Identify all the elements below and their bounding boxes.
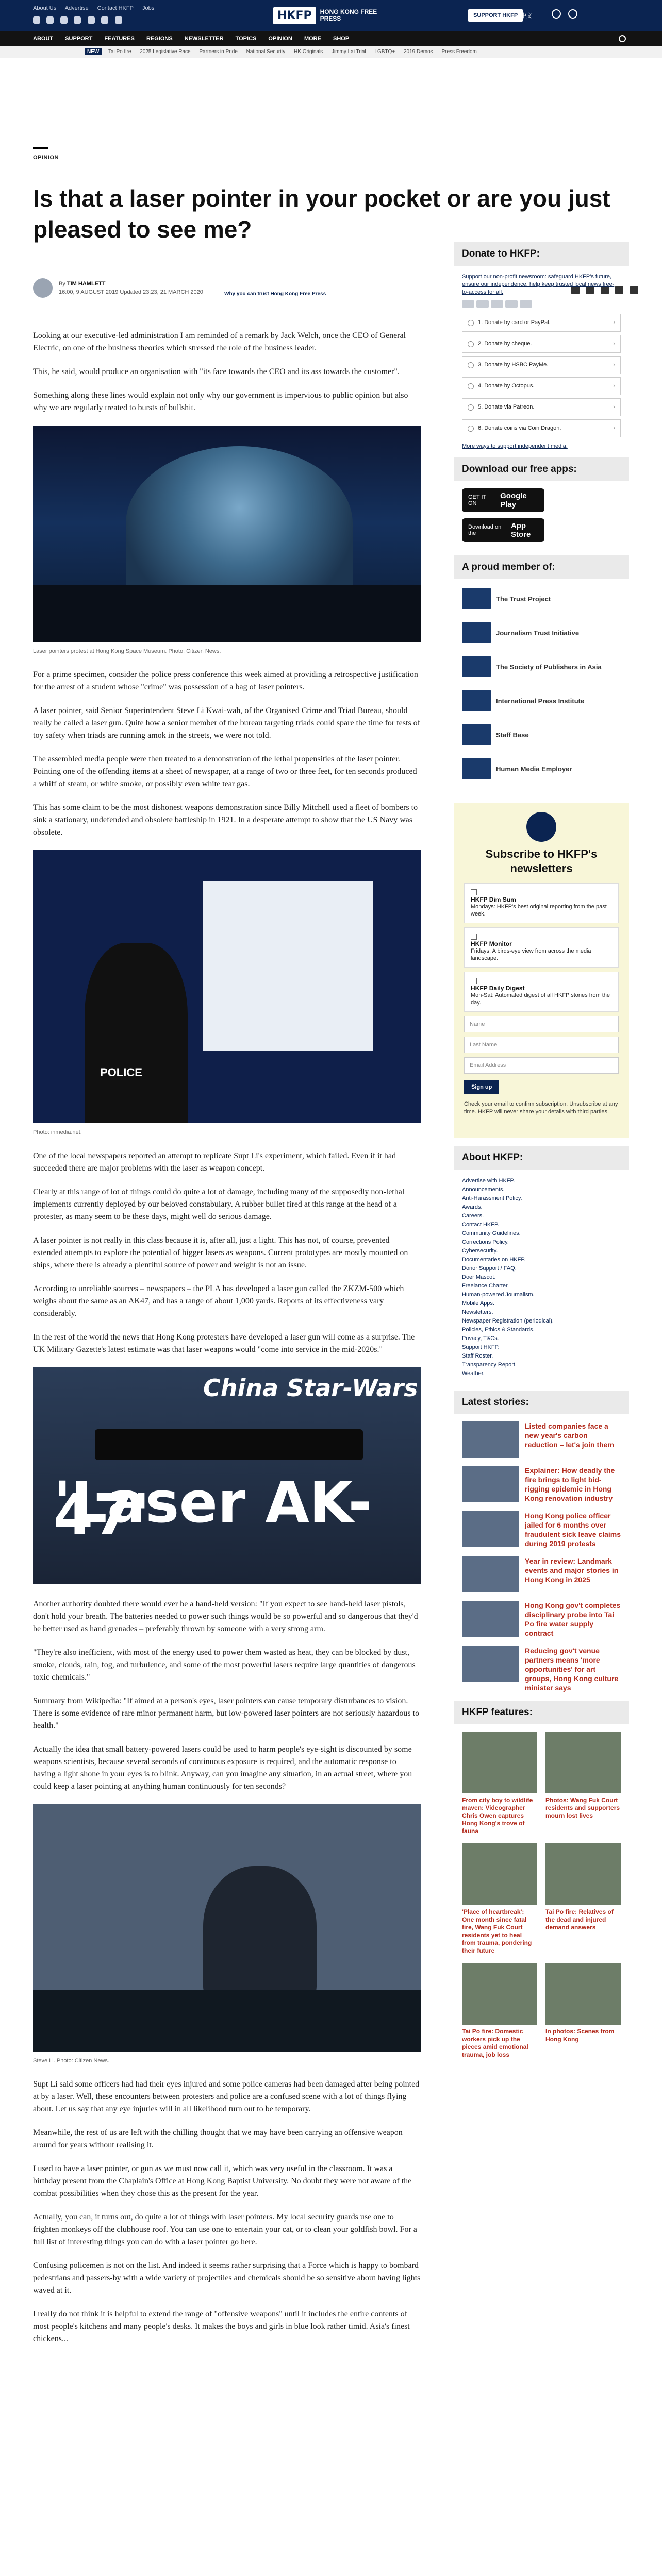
about-list xyxy=(454,1170,629,1385)
paragraph: This, he said, would produce an organisation with "its face towards the CEO and its ass towards the customer". xyxy=(33,367,400,376)
about-link[interactable]: Transparency Report. xyxy=(462,1362,517,1368)
checkbox[interactable] xyxy=(471,934,477,940)
laser-ak47-photo xyxy=(33,1367,421,1584)
feature-card[interactable] xyxy=(462,1843,537,1955)
story-thumbnail[interactable] xyxy=(462,1466,519,1502)
features-heading: HKFP features: xyxy=(454,1701,629,1724)
feature-thumbnail[interactable] xyxy=(545,1843,621,1905)
checkbox[interactable] xyxy=(471,889,477,895)
nav-item[interactable]: SHOP xyxy=(333,36,350,42)
apps-heading: Download our free apps: xyxy=(454,457,629,481)
youtube-icon[interactable] xyxy=(74,16,81,24)
paragraph: According to unreliable sources – newspapers – the PLA has developed a laser gun called the ZKZM-500 which weighs about the same as an AK47, and has a range of about 1,000 yards. Reports of its effectiveness vary considerably. xyxy=(33,1284,404,1318)
member-logo[interactable]: The Trust Project xyxy=(462,586,621,611)
top-link[interactable]: Jobs xyxy=(142,5,155,11)
apps-box xyxy=(454,481,629,555)
donate-box xyxy=(454,266,629,457)
members-heading: A proud member of: xyxy=(454,555,629,579)
print-icon[interactable] xyxy=(630,286,638,294)
paragraph: Confusing policemen is not on the list. And indeed it seems rather surprising that a Force which is happy to bombard pedestrians and passers-by with a wide variety of projectiles and chemicals should be so sensitive about having lights waved at it. xyxy=(33,2261,421,2295)
member-logo[interactable]: Journalism Trust Initiative xyxy=(462,620,621,645)
donate-option[interactable]: 4. Donate by Octopus. › xyxy=(462,377,621,395)
chevron-right-icon: › xyxy=(613,341,615,347)
top-links xyxy=(33,5,161,11)
payment-cards xyxy=(462,300,621,308)
latest-story[interactable] xyxy=(454,1601,629,1638)
nav-item[interactable]: REGIONS xyxy=(146,36,173,42)
trending-link[interactable]: Jimmy Lai Trial xyxy=(331,49,366,55)
photo-text-bottom: 'Laser AK-47' xyxy=(54,1469,372,1548)
steve-li-photo xyxy=(33,1804,421,2052)
radio-icon xyxy=(468,383,474,389)
latest-story[interactable] xyxy=(454,1421,629,1458)
visa-icon xyxy=(462,300,474,308)
support-hkfp-button[interactable]: SUPPORT HKFP xyxy=(468,9,523,22)
radio-icon xyxy=(468,404,474,411)
member-logo[interactable]: The Society of Publishers in Asia xyxy=(462,654,621,679)
trending-link[interactable]: LGBTQ+ xyxy=(374,49,395,55)
paragraph: In the rest of the world the news that Hong Kong protesters have developed a laser gun will come as a surprise. The UK Military Gazette's latest estimate was that laser weapons would "come into service in the mid-2020s." xyxy=(33,1333,415,1354)
facebook-icon[interactable] xyxy=(33,16,40,24)
nav-item[interactable]: MORE xyxy=(304,36,321,42)
paragraph: Something along these lines would explain not only why our government is impervious to public opinion but also why we are regularly treated to bursts of bullshit. xyxy=(33,391,408,412)
feature-thumbnail[interactable] xyxy=(462,1963,537,2025)
chevron-right-icon: › xyxy=(613,425,615,431)
name-input[interactable]: Name xyxy=(464,1016,619,1032)
paragraph: I used to have a laser pointer, or gun as we must now call it, which was very useful in the classroom. It was a birthday present from the Chaplain's Office at Hong Kong Baptist University. No doubt they were not aware of the combat possibilities when they chose this as the present for the year. xyxy=(33,2164,412,2198)
hkfp-badge xyxy=(526,812,556,842)
newsletter-option[interactable]: HKFP Monitor Fridays: A birds-eye view from across the media landscape. xyxy=(464,927,619,968)
paragraph: Looking at our executive-led administration I am reminded of a remark by Jack Welch, once the CEO of General Electric, on one of the business theories which stressed the role of the business leader. xyxy=(33,331,406,352)
trending-link[interactable]: 2025 Legislative Race xyxy=(140,49,191,55)
about-link[interactable]: Donor Support / FAQ. xyxy=(462,1265,517,1272)
trust-button[interactable]: Why you can trust Hong Kong Free Press xyxy=(221,290,329,298)
feature-card[interactable] xyxy=(545,1963,621,2059)
chevron-right-icon: › xyxy=(613,404,615,410)
latest-list xyxy=(454,1421,629,1692)
feature-headline[interactable]: From city boy to wildlife maven: Videographer Chris Owen captures Hong Kong's trove of fauna xyxy=(462,1797,533,1835)
top-bar xyxy=(0,0,662,31)
app-store-button[interactable]: Download on the App Store xyxy=(462,518,544,542)
author-block: By TIM HAMLETT 16:00, 9 AUGUST 2019 Updated 23:23, 21 MARCH 2020 xyxy=(33,278,203,298)
radio-icon xyxy=(468,341,474,347)
radio-icon xyxy=(468,320,474,326)
sidebar xyxy=(454,242,629,2066)
trending-link[interactable]: Tai Po fire xyxy=(108,49,131,55)
paragraph: One of the local newspapers reported an attempt to replicate Supt Li's experiment, which failed. Even if it had succeeded there are major problems with the laser as weapon concept. xyxy=(33,1151,396,1173)
more-ways-link[interactable]: More ways to support independent media. xyxy=(462,443,568,449)
story-headline[interactable]: Reducing gov't venue partners means 'more opportunities' for art groups, Hong Kong culture minister says xyxy=(525,1647,619,1692)
latest-story[interactable] xyxy=(454,1556,629,1592)
feature-headline[interactable]: In photos: Scenes from Hong Kong xyxy=(545,2028,615,2043)
paragraph: Actually, you can, it turns out, do quite a lot of things with laser pointers. My local security guards use one to frighten monkeys off the clubhouse roof. You can use one to entertain your cat, or to clean your goldfish bowl. For a full list of interesting things you can do with a laser pointer go here. xyxy=(33,2213,417,2246)
date-line: 16:00, 9 AUGUST 2019 Updated 23:23, 21 MARCH 2020 xyxy=(59,289,203,295)
google-play-button[interactable]: GET IT ON Google Play xyxy=(462,488,544,512)
feature-thumbnail[interactable] xyxy=(462,1732,537,1793)
feature-card[interactable] xyxy=(462,1963,537,2059)
paypal-icon xyxy=(505,300,518,308)
nav-item[interactable]: NEWSLETTER xyxy=(184,36,224,42)
paragraph: A laser pointer, said Senior Superintendent Steve Li Kwai-wah, of the Organised Crime and Triad Bureau, should really be called a laser gun. Quite how a senior member of the bureau targeting triads could spare the time for tests of toy safety when triads are running amok in the streets, we were not told. xyxy=(33,706,420,740)
protest-photo xyxy=(33,426,421,642)
about-link[interactable]: Advertise with HKFP. xyxy=(462,1178,515,1184)
chevron-right-icon: › xyxy=(613,319,615,326)
about-link[interactable]: Weather. xyxy=(462,1370,485,1377)
top-link[interactable]: About Us xyxy=(33,5,57,11)
feature-card[interactable] xyxy=(462,1732,537,1835)
paragraph: I really do not think it is helpful to extend the range of "offensive weapons" until it includes the entire contents of most people's kitchens and many people's desks. It makes the boys and girls in blue look rather timid. Asia's finest chickens... xyxy=(33,2310,410,2343)
photo-caption: Photo: inmedia.net. xyxy=(33,1129,82,1136)
logo-box: HKFP xyxy=(273,7,316,24)
about-heading: About HKFP: xyxy=(454,1146,629,1170)
account-icon[interactable] xyxy=(552,9,561,19)
newsletter-option[interactable]: HKFP Daily Digest Mon-Sat: Automated digest of all HKFP stories from the day. xyxy=(464,972,619,1012)
about-link[interactable]: Staff Roster. xyxy=(462,1353,493,1359)
about-link[interactable]: Human-powered Journalism. xyxy=(462,1292,535,1298)
section-label[interactable]: OPINION xyxy=(33,155,59,161)
newsletter-box xyxy=(454,803,629,1138)
header-icons xyxy=(547,9,577,21)
about-link[interactable]: Newspaper Registration (periodical). xyxy=(462,1318,554,1324)
paragraph: This has some claim to be the most dishonest weapons demonstration since Billy Mitchell used a fleet of bombers to sink a stationary, undefended and obsolete battleship in 1921. In a desperate attempt to show that the US Navy was obsolete. xyxy=(33,803,418,837)
latest-story[interactable] xyxy=(454,1646,629,1692)
feature-card[interactable] xyxy=(545,1843,621,1955)
newsletter-option[interactable]: HKFP Dim Sum Mondays: HKFP's best original reporting from the past week. xyxy=(464,883,619,923)
feature-thumbnail[interactable] xyxy=(545,1732,621,1793)
paragraph: Actually the idea that small battery-powered lasers could be used to harm people's eye-sight is discounted by some weapons scientists, because several seconds of continuous exposure is required, and the automatic response to having a light shone in your eyes is to blink. Anyway, can you imagine any situation, in an actual street, where you could keep a laser pointing at anything human continuously for ten seconds? xyxy=(33,1745,412,1791)
feature-thumbnail[interactable] xyxy=(545,1963,621,2025)
menu-icon[interactable] xyxy=(568,9,577,19)
donate-option[interactable]: 3. Donate by HSBC PayMe. › xyxy=(462,356,621,374)
threads-icon[interactable] xyxy=(115,16,122,24)
story-headline[interactable]: Listed companies face a new year's carbon reduction – let's join them xyxy=(525,1422,614,1449)
top-link[interactable]: Contact HKFP xyxy=(97,5,134,11)
donate-option[interactable]: 2. Donate by cheque. › xyxy=(462,335,621,353)
applepay-icon xyxy=(520,300,532,308)
story-thumbnail[interactable] xyxy=(462,1421,519,1458)
about-link[interactable]: Community Guidelines. xyxy=(462,1230,521,1236)
story-headline[interactable]: Year in review: Landmark events and major stories in Hong Kong in 2025 xyxy=(525,1557,619,1584)
paragraph: Another authority doubted there would ever be a hand-held version: "If you expect to see hand-held laser pistols, don't hold your breath. The batteries needed to power such things would be so powerful and so dangerous that they'd be better used as hand grenades – preferably thrown by someone with a very strong arm. xyxy=(33,1600,418,1633)
about-link[interactable]: Newsletters. xyxy=(462,1309,493,1315)
signup-button[interactable]: Sign up xyxy=(464,1080,499,1094)
about-link[interactable]: Documentaries on HKFP. xyxy=(462,1257,526,1263)
members-box xyxy=(454,579,629,798)
newsletter-fineprint: Check your email to confirm subscription. Unsubscribe at any time. HKFP will never share your details with third parties. xyxy=(464,1101,618,1115)
top-link[interactable]: Advertise xyxy=(64,5,89,11)
radio-icon xyxy=(468,426,474,432)
telegram-icon[interactable] xyxy=(101,16,108,24)
about-link[interactable]: Policies, Ethics & Standards. xyxy=(462,1327,535,1333)
trending-link[interactable]: 2019 Demos xyxy=(403,49,433,55)
language-toggle[interactable]: 中文 xyxy=(521,13,532,19)
nav-item[interactable]: SUPPORT xyxy=(65,36,93,42)
trending-link[interactable]: HK Originals xyxy=(294,49,323,55)
donate-option[interactable]: 5. Donate via Patreon. › xyxy=(462,398,621,416)
about-link[interactable]: Freelance Charter. xyxy=(462,1283,509,1289)
story-thumbnail[interactable] xyxy=(462,1556,519,1592)
new-badge: NEW xyxy=(85,48,102,55)
author-name[interactable]: TIM HAMLETT xyxy=(67,281,106,287)
checkbox[interactable] xyxy=(471,978,477,984)
feature-headline[interactable]: Tai Po fire: Domestic workers pick up the pieces amid emotional trauma, job loss xyxy=(462,2028,528,2058)
about-link[interactable]: Contact HKFP. xyxy=(462,1222,499,1228)
section-rule xyxy=(33,147,48,149)
nav-item[interactable]: TOPICS xyxy=(235,36,257,42)
paragraph: The assembled media people were then treated to a demonstration of the lethal propensities of the laser pointer. Pointing one of the offending items at a sheet of newspaper, at a range of two or three feet, for ten seconds produced a whiff of steam, or white smoke, or possibly even white tear gas. xyxy=(33,755,417,788)
features-grid xyxy=(454,1724,629,2066)
about-link[interactable]: Mobile Apps. xyxy=(462,1300,494,1307)
trending-link[interactable]: Partners in Pride xyxy=(199,49,238,55)
donate-option[interactable]: 1. Donate by card or PayPal. › xyxy=(462,314,621,332)
member-logo[interactable]: Staff Base xyxy=(462,722,621,747)
feature-card[interactable] xyxy=(545,1732,621,1835)
about-link[interactable]: Cybersecurity. xyxy=(462,1248,498,1254)
mastercard-icon xyxy=(476,300,489,308)
latest-heading: Latest stories: xyxy=(454,1391,629,1414)
donate-lead[interactable]: Support our non-profit newsroom: safeguard HKFP's future, ensure our independence, help keep trusted local news free-to-access for all. xyxy=(462,274,615,295)
paragraph: Supt Li said some officers had had their eyes injured and some police cameras had been damaged after being pointed at by a laser. Well, these encounters between protesters and police are a confused scene with a lot of things flying about. Let us say that any eye injuries will in all likelihood turn out to be temporary. xyxy=(33,2080,420,2113)
trending-link[interactable]: Press Freedom xyxy=(441,49,477,55)
feature-headline[interactable]: Tai Po fire: Relatives of the dead and injured demand answers xyxy=(545,1908,614,1931)
nav-item[interactable]: ABOUT xyxy=(33,36,54,42)
photo-text-top: China Star-Wars xyxy=(203,1374,418,1402)
paragraph: Summary from Wikipedia: "If aimed at a person's eyes, laser pointers can cause temporary disturbances to vision. There is some evidence of rare minor permanent harm, but low-powered laser pointers are not seriously hazardous to health." xyxy=(33,1697,420,1730)
amex-icon xyxy=(491,300,503,308)
donate-heading: Donate to HKFP: xyxy=(454,242,629,266)
story-thumbnail[interactable] xyxy=(462,1646,519,1682)
donate-option[interactable]: 6. Donate coins via Coin Dragon. › xyxy=(462,419,621,437)
last-name-input[interactable]: Last Name xyxy=(464,1037,619,1053)
chevron-right-icon: › xyxy=(613,383,615,389)
photo-caption: Laser pointers protest at Hong Kong Space Museum. Photo: Citizen News. xyxy=(33,648,221,654)
paragraph: For a prime specimen, consider the police press conference this week aimed at providing a retrospective justification for the arrest of a student whose "crime" was possession of a bag of laser pointers. xyxy=(33,670,418,691)
logo-text: HONG KONG FREE PRESS xyxy=(320,8,377,22)
about-link[interactable]: Awards. xyxy=(462,1204,483,1210)
story-thumbnail[interactable] xyxy=(462,1511,519,1547)
story-headline[interactable]: Hong Kong gov't completes disciplinary probe into Tai Po fire water supply contract xyxy=(525,1601,621,1637)
social-icons xyxy=(33,16,126,26)
story-thumbnail[interactable] xyxy=(462,1601,519,1637)
police-photo: POLICE xyxy=(33,850,421,1123)
feature-headline[interactable]: Photos: Wang Fuk Court residents and supporters mourn lost lives xyxy=(545,1797,620,1819)
trending-link[interactable]: National Security xyxy=(246,49,286,55)
email-input[interactable]: Email Address xyxy=(464,1057,619,1074)
latest-story[interactable] xyxy=(454,1511,629,1548)
about-link[interactable]: Careers. xyxy=(462,1213,484,1219)
feature-thumbnail[interactable] xyxy=(462,1843,537,1905)
about-link[interactable]: Support HKFP. xyxy=(462,1344,500,1350)
x-icon[interactable] xyxy=(46,16,54,24)
search-icon[interactable] xyxy=(619,35,626,42)
photo-caption: Steve Li. Photo: Citizen News. xyxy=(33,2058,109,2064)
site-logo[interactable] xyxy=(273,6,382,25)
feature-headline[interactable]: 'Place of heartbreak': One month since fatal fire, Wang Fuk Court residents yet to heal from trauma, pondering their future xyxy=(462,1908,532,1954)
article-title: Is that a laser pointer in your pocket or are you just pleased to see me? xyxy=(33,185,610,243)
nav-item[interactable]: OPINION xyxy=(268,36,292,42)
about-link[interactable]: Anti-Harassment Policy. xyxy=(462,1195,522,1201)
avatar xyxy=(33,278,53,298)
about-link[interactable]: Corrections Policy. xyxy=(462,1239,509,1245)
member-logo[interactable]: International Press Institute xyxy=(462,688,621,713)
chevron-right-icon: › xyxy=(613,362,615,368)
radio-icon xyxy=(468,362,474,368)
instagram-icon[interactable] xyxy=(60,16,68,24)
story-headline[interactable]: Explainer: How deadly the fire brings to light bid-rigging epidemic in Hong Kong renovation industry xyxy=(525,1466,615,1502)
trending-bar xyxy=(0,46,662,58)
paragraph: Clearly at this range of lot of things could do quite a lot of damage, including many of the supposedly non-lethal implements currently deployed by our beloved constabulary. A rubber bullet fired at this range at the head of a protester, as many seem to be these days, might well do serious damage. xyxy=(33,1188,405,1221)
nav-item[interactable]: FEATURES xyxy=(104,36,135,42)
about-link[interactable]: Announcements. xyxy=(462,1187,505,1193)
about-link[interactable]: Doer Mascot. xyxy=(462,1274,496,1280)
article-body xyxy=(33,330,421,2357)
story-headline[interactable]: Hong Kong police officer jailed for 6 months over fraudulent sick leave claims during 2019 protests xyxy=(525,1512,621,1548)
main-nav xyxy=(0,31,662,46)
newsletter-title: Subscribe to HKFP's newsletters xyxy=(485,848,598,875)
latest-story[interactable] xyxy=(454,1466,629,1503)
about-link[interactable]: Privacy, T&Cs. xyxy=(462,1335,499,1342)
linkedin-icon[interactable] xyxy=(88,16,95,24)
member-logo[interactable]: Human Media Employer xyxy=(462,756,621,781)
paragraph: "They're also inefficient, with most of the energy used to power them wasted as heat, they can be blocked by dust, smoke, clouds, rain, fog, and turbulence, and some of the most powerful lasers require large quantities of dangerous toxic chemicals." xyxy=(33,1648,416,1682)
paragraph: A laser pointer is not really in this class because it is, after all, just a light. This has not, of course, prevented extended attempts to explore the potential of bigger lasers as weapons. Current prototypes are mostly mounted on ships, where there is already a plentiful source of power and weight is not an issue. xyxy=(33,1236,408,1269)
paragraph: Meanwhile, the rest of us are left with the chilling thought that we may have been carrying an offensive weapon around for years without realising it. xyxy=(33,2128,403,2149)
